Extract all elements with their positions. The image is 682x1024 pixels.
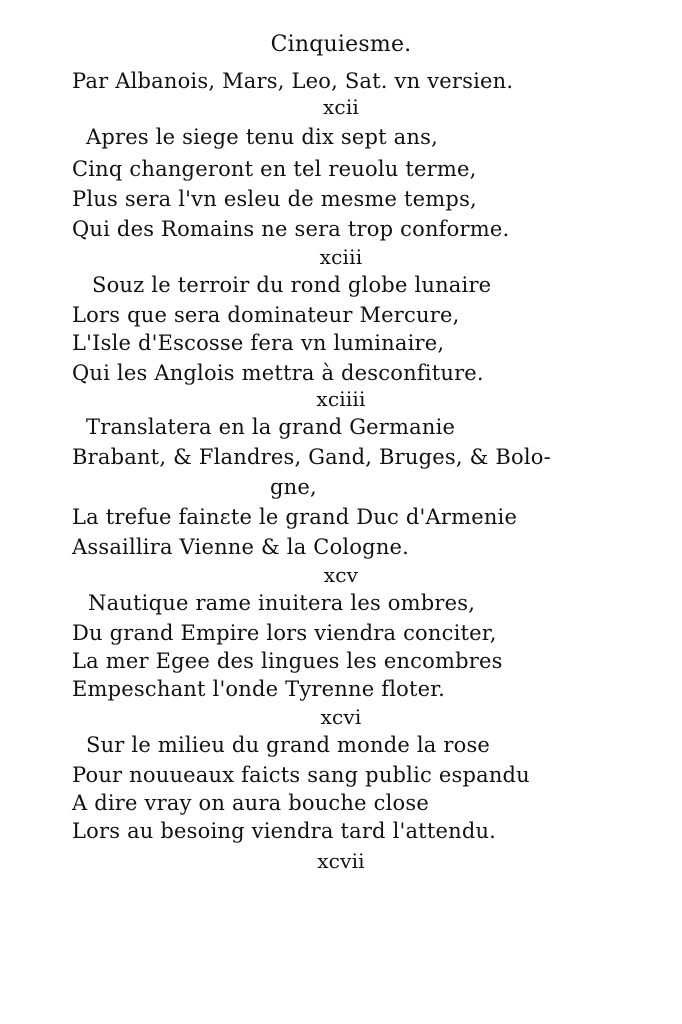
verse-line: Sur le milieu du grand monde la rose: [86, 733, 491, 757]
catchword-numeral: xcvii: [317, 849, 365, 873]
verse-line: Translatera en la grand Germanie: [86, 415, 456, 439]
verse-line: Du grand Empire lors viendra conciter,: [72, 621, 497, 645]
quatrain-numeral-xcvi: xcvi: [320, 705, 362, 729]
quatrain-numeral-xcv: xcv: [323, 563, 359, 587]
verse-line: La mer Egee des lingues les encombres: [72, 649, 503, 673]
verse-line: Lors au besoing viendra tard l'attendu.: [72, 819, 497, 843]
quatrain-subtitle: Par Albanois, Mars, Leo, Sat. vn versien.: [72, 69, 514, 93]
verse-line: Qui les Anglois mettra à desconfiture.: [72, 361, 484, 385]
verse-line: Pour nouueaux faicts sang public espandu: [72, 763, 530, 787]
quatrain-numeral-xciii: xciii: [319, 245, 363, 269]
verse-line-continuation: gne,: [270, 475, 317, 499]
running-head: Cinquiesme.: [270, 32, 412, 57]
verse-line: Nautique rame inuitera les ombres,: [88, 591, 476, 615]
verse-line: La trefue fainɛte le grand Duc d'Armenie: [72, 505, 518, 529]
verse-line: Qui des Romains ne sera trop conforme.: [72, 217, 510, 241]
verse-line: Apres le siege tenu dix sept ans,: [86, 125, 438, 149]
verse-line: Plus sera l'vn esleu de mesme temps,: [72, 187, 477, 211]
verse-line: L'Isle d'Escosse fera vn luminaire,: [72, 331, 445, 355]
verse-line: Souz le terroir du rond globe lunaire: [92, 273, 492, 297]
verse-line: A dire vray on aura bouche close: [72, 791, 429, 815]
verse-line: Lors que sera dominateur Mercure,: [72, 303, 460, 327]
quatrain-numeral-xciiii: xciiii: [316, 387, 366, 411]
verse-line: Cinq changeront en tel reuolu terme,: [72, 157, 477, 181]
quatrain-numeral-xcii: xcii: [322, 95, 360, 119]
verse-line: Empeschant l'onde Tyrenne floter.: [72, 677, 446, 701]
verse-line: Brabant, & Flandres, Gand, Bruges, & Bolo-: [72, 445, 551, 469]
verse-line: Assaillira Vienne & la Cologne.: [72, 535, 410, 559]
